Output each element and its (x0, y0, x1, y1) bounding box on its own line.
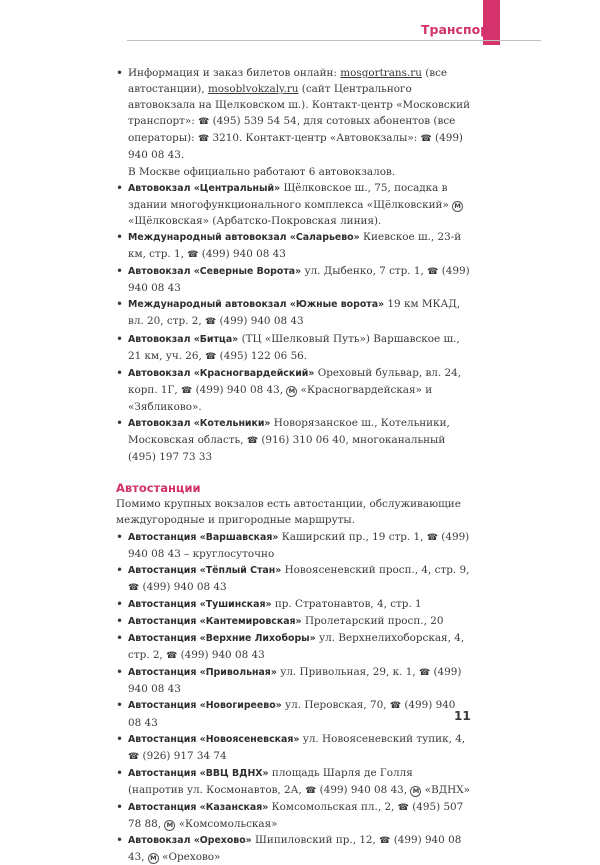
station-name: Автовокзал «Красногвардейский» (128, 367, 315, 379)
phone-icon: ☎ (205, 351, 217, 362)
station-name: Автостанция «Верхние Лихоборы» (128, 633, 316, 645)
station-name: Автовокзал «Орехово» (128, 835, 252, 847)
metro-icon: М (410, 786, 421, 797)
station-name: Международный автовокзал «Южные ворота» (128, 299, 385, 311)
station-metro: «Щёлковская» (Арбатско-Покровская линия). (128, 214, 382, 227)
station-phone: (499) 940 08 43 (180, 649, 265, 662)
station-phone: (499) 940 08 43 (142, 580, 227, 593)
phone-icon: ☎ (246, 436, 259, 447)
station-phone: (495) 507 78 88, (128, 801, 464, 831)
mosgortrans-link[interactable]: mosgortrans.ru (340, 67, 422, 79)
station-phone: (499) 940 08 43, (195, 383, 284, 396)
phone-icon: ☎ (128, 751, 140, 762)
list-item (116, 180, 471, 229)
phone-icon: ☎ (389, 701, 402, 712)
phone-number: (499) 940 08 43 (128, 132, 463, 162)
station-details: пр. Стратонавтов, 4, стр. 1 (274, 597, 422, 610)
text: Информация и заказ билетов онлайн: (128, 67, 341, 79)
station-phone: (499) 940 08 43 (201, 248, 286, 261)
station-name: Автостанция «Новоясеневская» (128, 733, 300, 745)
station-name: Международный автовокзал «Саларьево» (128, 231, 360, 243)
phone-number: (495) 539 54 54 (212, 115, 297, 128)
phone-icon: ☎ (397, 803, 409, 814)
phone-icon: ☎ (204, 317, 217, 328)
station-metro: «Орехово» (162, 851, 221, 864)
station-details: ул. Дыбенко, 7 стр. 1, (304, 265, 424, 278)
phone-icon: ☎ (420, 134, 432, 145)
station-details: площадь Шарля де Голля (напротив ул. Космонавтов, 2А, (128, 766, 413, 796)
station-details: ул. Верхнелихоборская, 4, стр. 2, (128, 632, 465, 662)
station-details: ул. Привольная, 29, к. 1, (280, 666, 416, 679)
station-details: 19 км МКАД, вл. 20, стр. 2, (128, 298, 461, 328)
station-details: (ТЦ «Шелковый Путь») Варшавское ш., 21 км, уч. 26, (128, 332, 460, 362)
station-details: ул. Перовская, 70, (285, 699, 387, 712)
page-number: 11 (454, 709, 471, 723)
station-phone: (495) 122 06 56. (219, 349, 308, 362)
phone-icon: ☎ (187, 250, 199, 261)
phone-icon: ☎ (197, 134, 210, 145)
station-name: Автостанция «Тушинская» (128, 598, 272, 610)
metro-icon: М (148, 853, 159, 864)
station-name: Автовокзал «Северные Ворота» (128, 266, 302, 278)
list-item (116, 331, 471, 365)
station-details: Комсомольская пл., 2, (271, 801, 395, 814)
phone-icon: ☎ (426, 532, 438, 543)
phone-icon: ☎ (181, 385, 193, 396)
station-phone: (499) 940 08 43, (319, 783, 408, 796)
list-item (116, 415, 471, 465)
phone-icon: ☎ (427, 267, 439, 278)
station-name: Автостанция «Казанская» (128, 802, 269, 814)
station-details: Пролетарский просп., 20 (304, 615, 444, 627)
list-item (116, 832, 471, 865)
list-item (116, 613, 471, 630)
station-phone: (499) 940 08 43 (128, 265, 470, 295)
text: . Контакт-центр «Автовокзалы»: (238, 132, 421, 145)
list-item (116, 731, 471, 765)
station-phone: (499) 940 08 43 (128, 699, 456, 729)
list-item (116, 697, 471, 730)
phone-icon: ☎ (305, 785, 317, 796)
bus-terminals-list-2 (116, 180, 471, 466)
phone-icon: ☎ (198, 117, 210, 128)
running-header-title: Транспорт (421, 22, 497, 37)
bus-stations-list (116, 529, 471, 865)
station-name: Автостанция «ВВЦ ВДНХ» (128, 767, 269, 779)
list-item (116, 365, 471, 415)
header-rule (127, 40, 541, 41)
station-name: Автовокзал «Котельники» (128, 417, 271, 429)
phone-number: 3210 (212, 132, 239, 145)
station-name: Автостанция «Тёплый Стан» (128, 564, 282, 576)
station-name: Автостанция «Варшавская» (128, 531, 279, 543)
station-details: Новоясеневский просп., 4, стр. 9, (284, 563, 470, 576)
station-details: Новорязанское ш., Котельники, Московская область, (128, 416, 450, 447)
text: . (180, 149, 185, 162)
page-content (116, 65, 471, 865)
list-item (116, 630, 471, 664)
list-item (116, 765, 471, 799)
station-phone: (916) 310 06 40, многоканальный (495) 197 73 33 (128, 434, 446, 464)
list-item (116, 296, 471, 330)
list-item (116, 596, 471, 613)
station-phone: (499) 940 08 43 (128, 666, 462, 696)
list-item (116, 562, 471, 596)
station-name: Автовокзал «Битца» (128, 333, 239, 345)
station-details: Ореховый бульвар, вл. 24, корп. 1Г, (128, 366, 462, 396)
list-item (116, 263, 471, 296)
station-details: Шипиловский пр., 12, (255, 834, 376, 847)
station-metro: «ВДНХ» (424, 783, 470, 796)
station-details: Каширский пр., 19 стр. 1, (281, 530, 424, 543)
station-phone: (926) 917 34 74 (142, 749, 227, 762)
metro-icon: М (286, 386, 297, 397)
text: , для сотовых абонентов (все операторы): (128, 115, 456, 145)
station-metro: «Комсомольская» (178, 818, 278, 831)
section-intro: Помимо крупных вокзалов есть автостанции, обслуживающие междугородные и пригородные маршруты. (116, 498, 461, 527)
list-item (116, 664, 471, 697)
phone-icon: ☎ (128, 582, 140, 593)
phone-icon: ☎ (379, 836, 391, 847)
station-details: ул. Новоясеневский тупик, 4, (302, 732, 466, 745)
bus-terminals-list (116, 65, 471, 164)
station-details: Щёлковское ш., 75, посадка в здании многофункционального комплекса «Щёлковский» (128, 181, 449, 211)
text: (все автостанции), (128, 67, 448, 96)
station-metro: «Красногвардейская» и «Зябликово». (128, 383, 433, 413)
metro-icon: М (452, 201, 463, 212)
station-name: Автостанция «Новогиреево» (128, 700, 282, 712)
phone-icon: ☎ (418, 668, 431, 679)
station-name: Автовокзал «Центральный» (128, 182, 281, 194)
station-phone: (499) 940 08 43, (128, 834, 462, 864)
mosoblvokzaly-link[interactable]: mosoblvokzaly.ru (207, 83, 299, 96)
official-note: В Москве официально работают 6 автовокзалов. (128, 165, 396, 178)
list-item (116, 229, 471, 263)
station-name: Автостанция «Привольная» (128, 667, 277, 679)
station-phone: (499) 940 08 43 – круглосуточно (128, 530, 470, 560)
metro-icon: М (164, 820, 175, 831)
station-name: Автостанция «Кантемировская» (128, 616, 302, 627)
ticket-info-item (116, 65, 471, 164)
list-item (116, 799, 471, 832)
section-heading-bus-stations: Автостанции (116, 481, 201, 496)
station-details: Киевское ш., 23-й км, стр. 1, (128, 230, 462, 261)
list-item (116, 529, 471, 562)
phone-icon: ☎ (166, 651, 178, 662)
text: (сайт Центрального автовокзала на Щелковском ш.). Контакт-центр «Московский транспорт»: (128, 83, 471, 128)
station-phone: (499) 940 08 43 (219, 315, 304, 328)
